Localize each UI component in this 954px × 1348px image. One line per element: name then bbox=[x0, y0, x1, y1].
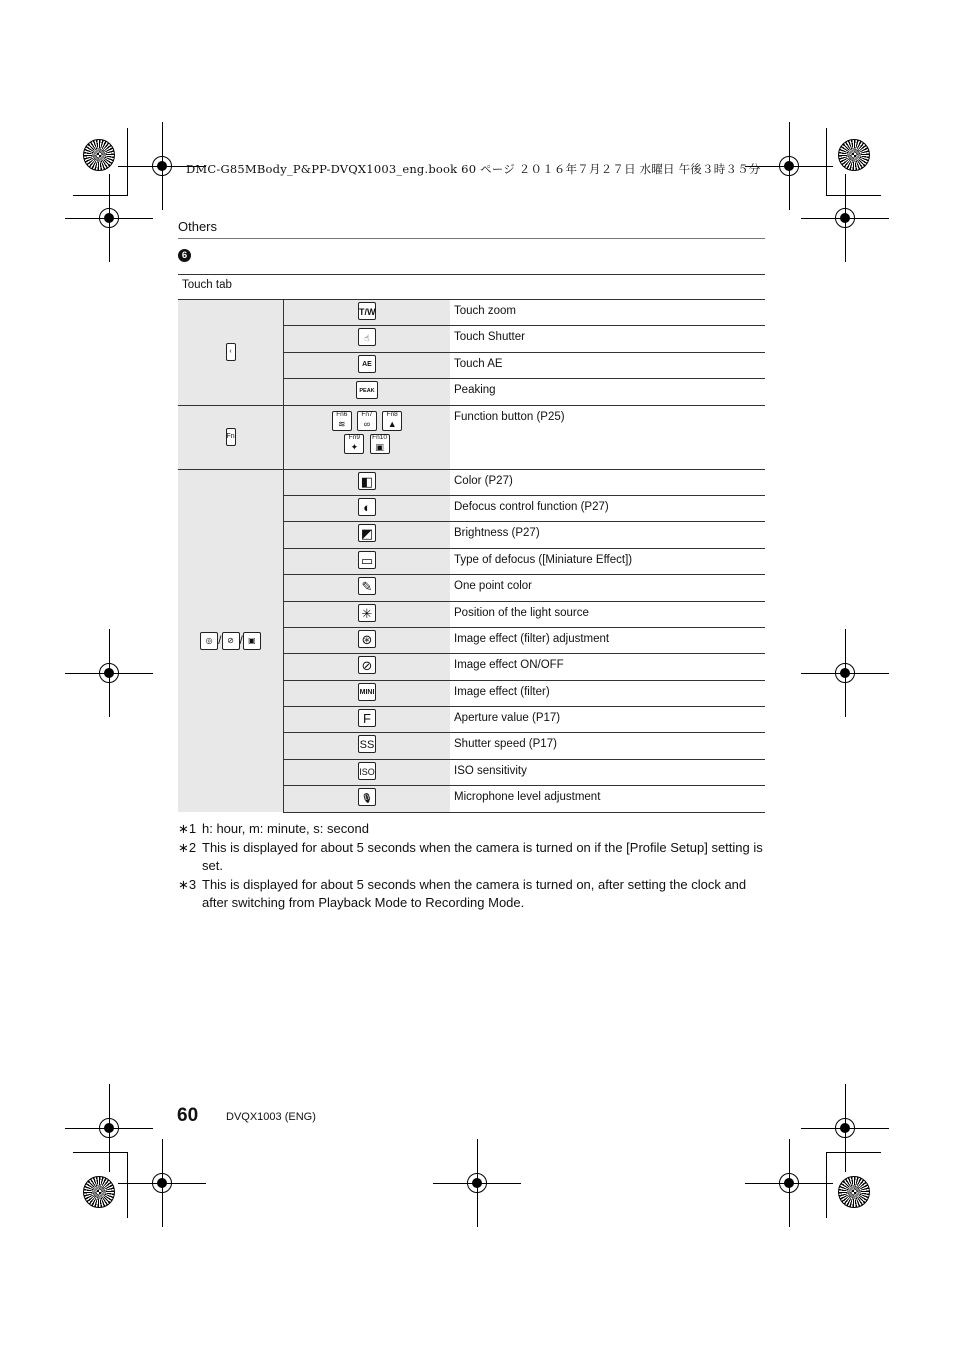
registration-star-icon bbox=[838, 139, 870, 171]
movie-tab-icon: ▣ bbox=[243, 632, 261, 650]
description-cell: Touch AE bbox=[450, 352, 765, 378]
creative-control-icons: ◎ / ⊘ / ▣ bbox=[200, 633, 261, 647]
description-cell: One point color bbox=[450, 575, 765, 601]
aperture-icon: F bbox=[358, 709, 376, 727]
iso-icon: ISO bbox=[358, 762, 376, 780]
icon-cell bbox=[284, 680, 451, 706]
icon-cell bbox=[284, 759, 451, 785]
microphone-icon: 🎙 bbox=[358, 788, 376, 806]
icon-cell bbox=[284, 522, 451, 548]
model-code: DVQX1003 (ENG) bbox=[226, 1111, 316, 1123]
mini-filter-icon: MINI bbox=[358, 683, 376, 701]
icon-cell bbox=[284, 575, 451, 601]
peaking-icon: PEAK bbox=[356, 381, 378, 399]
description-cell: Position of the light source bbox=[450, 601, 765, 627]
fn-tab-icon: Fn bbox=[226, 428, 236, 446]
description-cell: Color (P27) bbox=[450, 469, 765, 495]
icon-cell bbox=[284, 469, 451, 495]
group-cell bbox=[178, 300, 284, 406]
light-source-icon: ✳ bbox=[358, 604, 376, 622]
color-icon: ◧ bbox=[358, 472, 376, 490]
icon-cell bbox=[284, 601, 451, 627]
defocus-type-icon: ▭ bbox=[358, 551, 376, 569]
footnote bbox=[178, 876, 768, 913]
table-row bbox=[178, 300, 765, 326]
registration-star-icon bbox=[83, 139, 115, 171]
brightness-icon: ◩ bbox=[358, 524, 376, 542]
image-effect-onoff-icon: ⊘ bbox=[358, 656, 376, 674]
icon-cell bbox=[284, 733, 451, 759]
touch-tab-icon: ‹ bbox=[226, 343, 236, 361]
group-cell bbox=[178, 405, 284, 469]
footnote bbox=[178, 839, 768, 876]
section-label: Others bbox=[178, 219, 218, 234]
touch-zoom-icon: T/W bbox=[358, 302, 376, 320]
footnote bbox=[178, 820, 768, 839]
description-cell: Peaking bbox=[450, 379, 765, 405]
icon-cell bbox=[284, 352, 451, 378]
description-cell: Brightness (P27) bbox=[450, 522, 765, 548]
icon-cell bbox=[284, 326, 451, 352]
icon-cell bbox=[284, 405, 451, 469]
footnote-text: This is displayed for about 5 seconds when the camera is turned on, after setting the clock and after switching from Playback Mode to Recording Mode. bbox=[202, 876, 747, 910]
fn7-icon: Fn7 ∞ bbox=[357, 411, 377, 431]
fn8-icon: Fn8 ▲ bbox=[382, 411, 402, 431]
icon-cell bbox=[284, 379, 451, 405]
touch-tab-table bbox=[178, 299, 765, 813]
description-cell: Defocus control function (P27) bbox=[450, 495, 765, 521]
description-cell: Microphone level adjustment bbox=[450, 786, 765, 812]
footnotes bbox=[178, 820, 768, 913]
page-number: 60 bbox=[177, 1105, 199, 1126]
number-badge: 6 bbox=[178, 249, 191, 262]
description-cell: Image effect ON/OFF bbox=[450, 654, 765, 680]
print-header: DMC-G85MBody_P&PP-DVQX1003_eng.book 60 ページ ２０１６年７月２７日 水曜日 午後３時３５分 bbox=[186, 162, 761, 176]
fn6-icon: Fn6 ≋ bbox=[332, 411, 352, 431]
icon-cell bbox=[284, 495, 451, 521]
table-row bbox=[178, 405, 765, 469]
registration-star-icon bbox=[838, 1176, 870, 1208]
footnote-text: h: hour, m: minute, s: second bbox=[202, 821, 369, 836]
group-cell bbox=[178, 469, 284, 812]
table-row bbox=[178, 469, 765, 495]
fn9-icon: Fn9 ✦ bbox=[344, 434, 364, 454]
footnote-mark: ∗3 bbox=[178, 876, 197, 892]
description-cell: Type of defocus ([Miniature Effect]) bbox=[450, 548, 765, 574]
one-point-color-icon: ✎ bbox=[358, 577, 376, 595]
icon-cell bbox=[284, 548, 451, 574]
filter-tab-icon: ◎ bbox=[200, 632, 218, 650]
icon-cell bbox=[284, 654, 451, 680]
table-caption-text: Touch tab bbox=[182, 279, 232, 291]
description-cell: ISO sensitivity bbox=[450, 759, 765, 785]
footnote-text: This is displayed for about 5 seconds when the camera is turned on if the [Profile Setup] setting is set. bbox=[202, 839, 763, 873]
description-cell: Function button (P25) bbox=[450, 405, 765, 469]
registration-star-icon bbox=[83, 1176, 115, 1208]
shutter-speed-icon: SS bbox=[358, 735, 376, 753]
icon-cell bbox=[284, 786, 451, 812]
filter-adjust-icon: ⊛ bbox=[358, 630, 376, 648]
section-divider bbox=[178, 238, 765, 239]
touch-ae-icon: AE bbox=[358, 355, 376, 373]
effect-tab-icon: ⊘ bbox=[222, 632, 240, 650]
description-cell: Touch zoom bbox=[450, 300, 765, 326]
defocus-control-icon: ◐ bbox=[358, 498, 376, 516]
footnote-mark: ∗2 bbox=[178, 839, 197, 855]
icon-cell bbox=[284, 707, 451, 733]
touch-shutter-icon: ☝ bbox=[358, 328, 376, 346]
icon-cell bbox=[284, 300, 451, 326]
description-cell: Aperture value (P17) bbox=[450, 707, 765, 733]
description-cell: Shutter speed (P17) bbox=[450, 733, 765, 759]
table-caption bbox=[178, 274, 765, 300]
fn10-icon: Fn10 ▣ bbox=[370, 434, 390, 454]
description-cell: Touch Shutter bbox=[450, 326, 765, 352]
icon-cell bbox=[284, 627, 451, 653]
description-cell: Image effect (filter) adjustment bbox=[450, 627, 765, 653]
footnote-mark: ∗1 bbox=[178, 821, 197, 836]
description-cell: Image effect (filter) bbox=[450, 680, 765, 706]
